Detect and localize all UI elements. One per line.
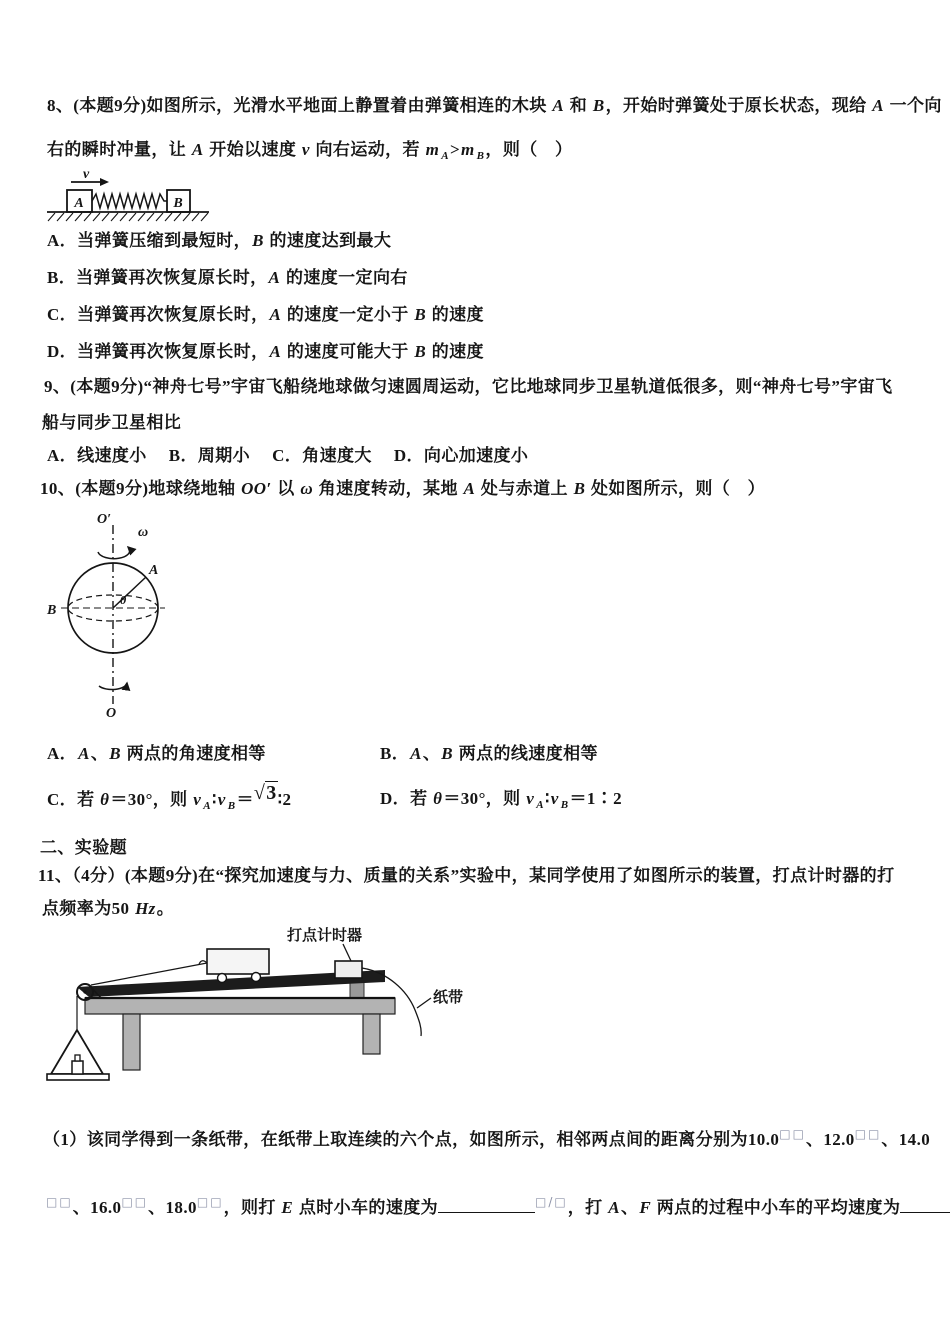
tape-label: 纸带 (433, 990, 464, 1006)
math-var: v (301, 140, 310, 159)
math-var: v (526, 789, 535, 808)
point-b-label: B (47, 603, 57, 618)
math-var: A (269, 305, 282, 324)
q9-stem-line2: 船与同步卫星相比 (42, 413, 182, 432)
sqrt-radical: √3 (253, 782, 277, 804)
math-var: B (573, 479, 586, 498)
weight-knob (72, 1061, 83, 1074)
math-unit: Hz (135, 899, 156, 918)
q8-option-b: B．当弹簧再次恢复原长时，A 的速度一定向右 (47, 268, 408, 287)
earth-rotation-figure (35, 510, 205, 720)
q10-option-a: A．A、B 两点的角速度相等 (47, 744, 266, 763)
math-var: θ (100, 790, 110, 809)
math-var: A (608, 1198, 620, 1217)
missing-glyph-boxes: □□ (854, 1127, 882, 1141)
q8-option-d: D．当弹簧再次恢复原长时，A 的速度可能大于 B 的速度 (47, 342, 484, 361)
ground-hatching (48, 213, 208, 221)
q8-option-a: A．当弹簧压缩到最短时，B 的速度达到最大 (47, 231, 392, 250)
math-var: A (410, 744, 422, 763)
q10-option-c: C．若 θ＝30°，则 v $_A$∶v $_B$＝√3∶2 (47, 782, 292, 813)
math-var: A (552, 96, 565, 115)
q10-option-b: B．A、B 两点的线速度相等 (380, 744, 598, 763)
tape-leader-line (417, 998, 431, 1008)
math-sub: A (441, 150, 449, 163)
math-var: m (461, 140, 475, 159)
q8-stem-line2: 右的瞬时冲量，让 A 开始以速度 v 向右运动，若 m $_A$>m $_B$，则（ ） (47, 140, 573, 163)
table-leg-right (363, 1014, 380, 1054)
block-b-label: B (173, 196, 183, 211)
q10-option-d: D．若 θ＝30°，则 v $_A$∶v $_B$＝1∶2 (380, 789, 623, 812)
math-sub: A (536, 799, 544, 812)
axis-bottom-label: O (106, 706, 117, 721)
timer-box (335, 961, 362, 978)
q8-option-c: C．当弹簧再次恢复原长时，A 的速度一定小于 B 的速度 (47, 305, 484, 324)
math-var: A (191, 140, 204, 159)
theta-label: θ (120, 593, 127, 607)
q9-options-row: A．线速度小 B．周期小 C．角速度大 D．向心加速度小 (47, 446, 529, 465)
velocity-label: v (83, 167, 90, 182)
math-var: B (109, 744, 121, 763)
math-sub: B (560, 799, 569, 812)
timer-label: 打点计时器 (287, 928, 363, 944)
top-rotation-arrow-icon (98, 547, 130, 559)
answer-blank (900, 1198, 950, 1213)
math-var: B (252, 231, 264, 250)
experiment-apparatus-figure (35, 922, 480, 1094)
math-var: B (414, 305, 427, 324)
math-var: F (639, 1198, 652, 1217)
math-var: E (281, 1198, 294, 1217)
math-var: OO′ (241, 479, 272, 498)
q11-stem-line2: 点频率为50 Hz。 (42, 899, 175, 918)
math-var: A (872, 96, 884, 115)
table-leg-left (123, 1014, 140, 1070)
math-sub: B (476, 150, 485, 163)
q9-stem-line1: 9、(本题9分)“神舟七号”宇宙飞船绕地球做匀速圆周运动，它比地球同步卫星轨道低很多，则“神舟七号”宇宙飞 (44, 377, 893, 396)
math-var: B (592, 96, 605, 115)
block-a-label: A (74, 196, 84, 211)
missing-glyph-boxes: □□ (779, 1127, 806, 1141)
spring-blocks-figure (47, 168, 222, 228)
cart (207, 949, 269, 974)
math-var: v (217, 790, 226, 809)
math-var: B (441, 744, 454, 763)
point-a-label: A (149, 563, 159, 578)
missing-glyph-unit: □/□ (535, 1195, 568, 1209)
math-sub: B (227, 800, 236, 813)
omega-label: ω (138, 525, 149, 540)
section2-heading: 二、实验题 (40, 838, 127, 857)
math-var: v (193, 790, 202, 809)
math-sub: A (203, 800, 211, 813)
math-var: v (550, 789, 559, 808)
math-var: m (425, 140, 440, 159)
weight-base (47, 1074, 109, 1080)
q11-part1-line2: □□、16.0□□、18.0□□，则打 E 点时小车的速度为 □/□，打 A、F 两点的过程中小车的平均速度为 (46, 1190, 950, 1220)
q11-stem-line1: 11、（4分）(本题9分)在“探究加速度与力、质量的关系”实验中，某同学使用了如图所示的装置，打点计时器的打 (38, 866, 895, 885)
cart-wheel-left (218, 974, 227, 983)
math-var: B (414, 342, 427, 361)
velocity-arrowhead-icon (100, 178, 109, 186)
timer-leader-line (343, 944, 351, 961)
math-var: A (78, 744, 90, 763)
math-var: A (268, 268, 281, 287)
q10-stem-line1: 10、(本题9分)地球绕地轴 OO′ 以 ω 角速度转动，某地 A 处与赤道上 B 处如图所示，则（ ） (40, 479, 765, 498)
missing-glyph-boxes: □□ (196, 1195, 224, 1209)
math-var: θ (433, 789, 443, 808)
weight-knob-top (75, 1055, 80, 1061)
math-var: A (269, 342, 282, 361)
missing-glyph-boxes: □□ (121, 1195, 149, 1209)
math-var: A (463, 479, 476, 498)
axis-top-label: O′ (97, 512, 112, 527)
radius-to-a-line (113, 577, 146, 608)
missing-glyph-boxes: □□ (46, 1195, 73, 1209)
table-top (85, 998, 395, 1014)
math-var: ω (300, 479, 314, 498)
cart-wheel-right (252, 973, 261, 982)
pulley-axle (83, 990, 86, 993)
answer-blank (438, 1198, 535, 1213)
q8-stem-line1: 8、(本题9分)如图所示，光滑水平地面上静置着由弹簧相连的木块 A 和 B，开始时弹簧处于原长状态，现给 A 一个向 (47, 96, 942, 115)
q11-part1-line1: （1）该同学得到一条纸带，在纸带上取连续的六个点，如图所示，相邻两点间的距离分别为10.0□□、12.0□□、14.0 (43, 1127, 931, 1149)
spring-coil-icon (92, 194, 167, 208)
